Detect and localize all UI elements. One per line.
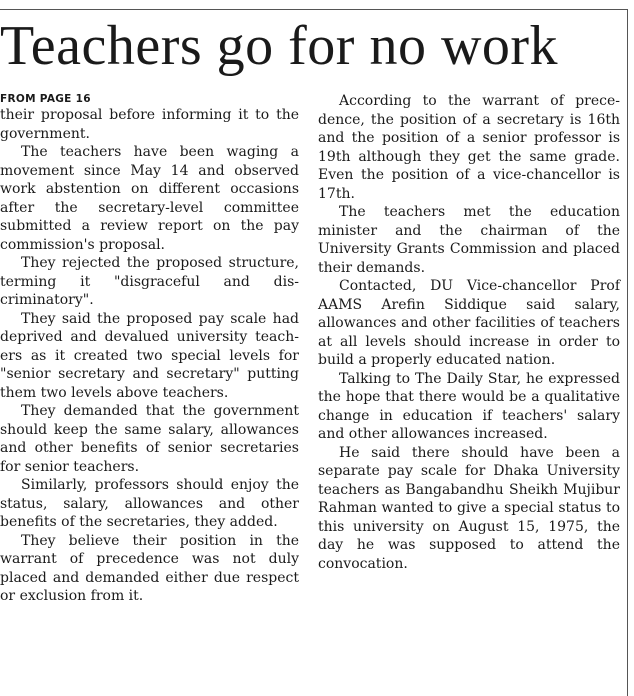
paragraph: They rejected the proposed structure, terming it "disgraceful and discriminatory". [0,255,299,308]
paragraph: They believe their position in the warrant of precedence was not duly placed and demanded either due respect or exclusion from it. [0,532,299,604]
continuation-kicker: FROM PAGE 16 [0,93,91,105]
right-column [318,92,620,573]
top-rule [0,9,628,10]
paragraph: Talking to The Daily Star, he expressed the hope that there would be a qualitative change in education if teachers' salary and other allowances increased. [318,370,620,442]
paragraph: They said the proposed pay scale had deprived and devalued university teachers as it created two special levels for "senior secretary and secretary" putting them two levels above teachers. [0,310,299,401]
left-column [0,92,299,606]
paragraph: Contacted, DU Vice-chancellor Prof AAMS Arefin Siddique said salary, allowances and other facilities of teachers at all levels should increase in order to build a properly educated nation. [318,278,620,368]
paragraph: According to the warrant of precedence, the position of a secretary is 16th and the position of a senior professor is 19th although they get the same grade. Even the position of a vice-chancellor is 17th. [318,93,620,202]
paragraph: They demanded that the government should keep the same salary, allowances and other benefits of senior secretaries for senior teachers. [0,403,299,475]
paragraph: The teachers met the education minister and the chairman of the University Grants Commission and placed their demands. [318,204,620,276]
paragraph: their proposal before informing it to the government. [0,107,299,142]
column-rule [627,9,628,696]
paragraph: He said there should have been a separate pay scale for Dhaka University teachers as Bangabandhu Sheikh Mujibur Rahman wanted to give a special status to this university on August 15, 1975, the day he was supposed to attend the convocation. [318,444,620,572]
headline: Teachers go for no work [0,15,559,77]
paragraph: The teachers have been waging a movement since May 14 and observed work abstention on different occasions after the secretary-level committee submitted a review report on the pay commission's proposal. [0,144,299,253]
paragraph: Similarly, professors should enjoy the status, salary, allowances and other benefits of the secretaries, they added. [0,477,299,530]
